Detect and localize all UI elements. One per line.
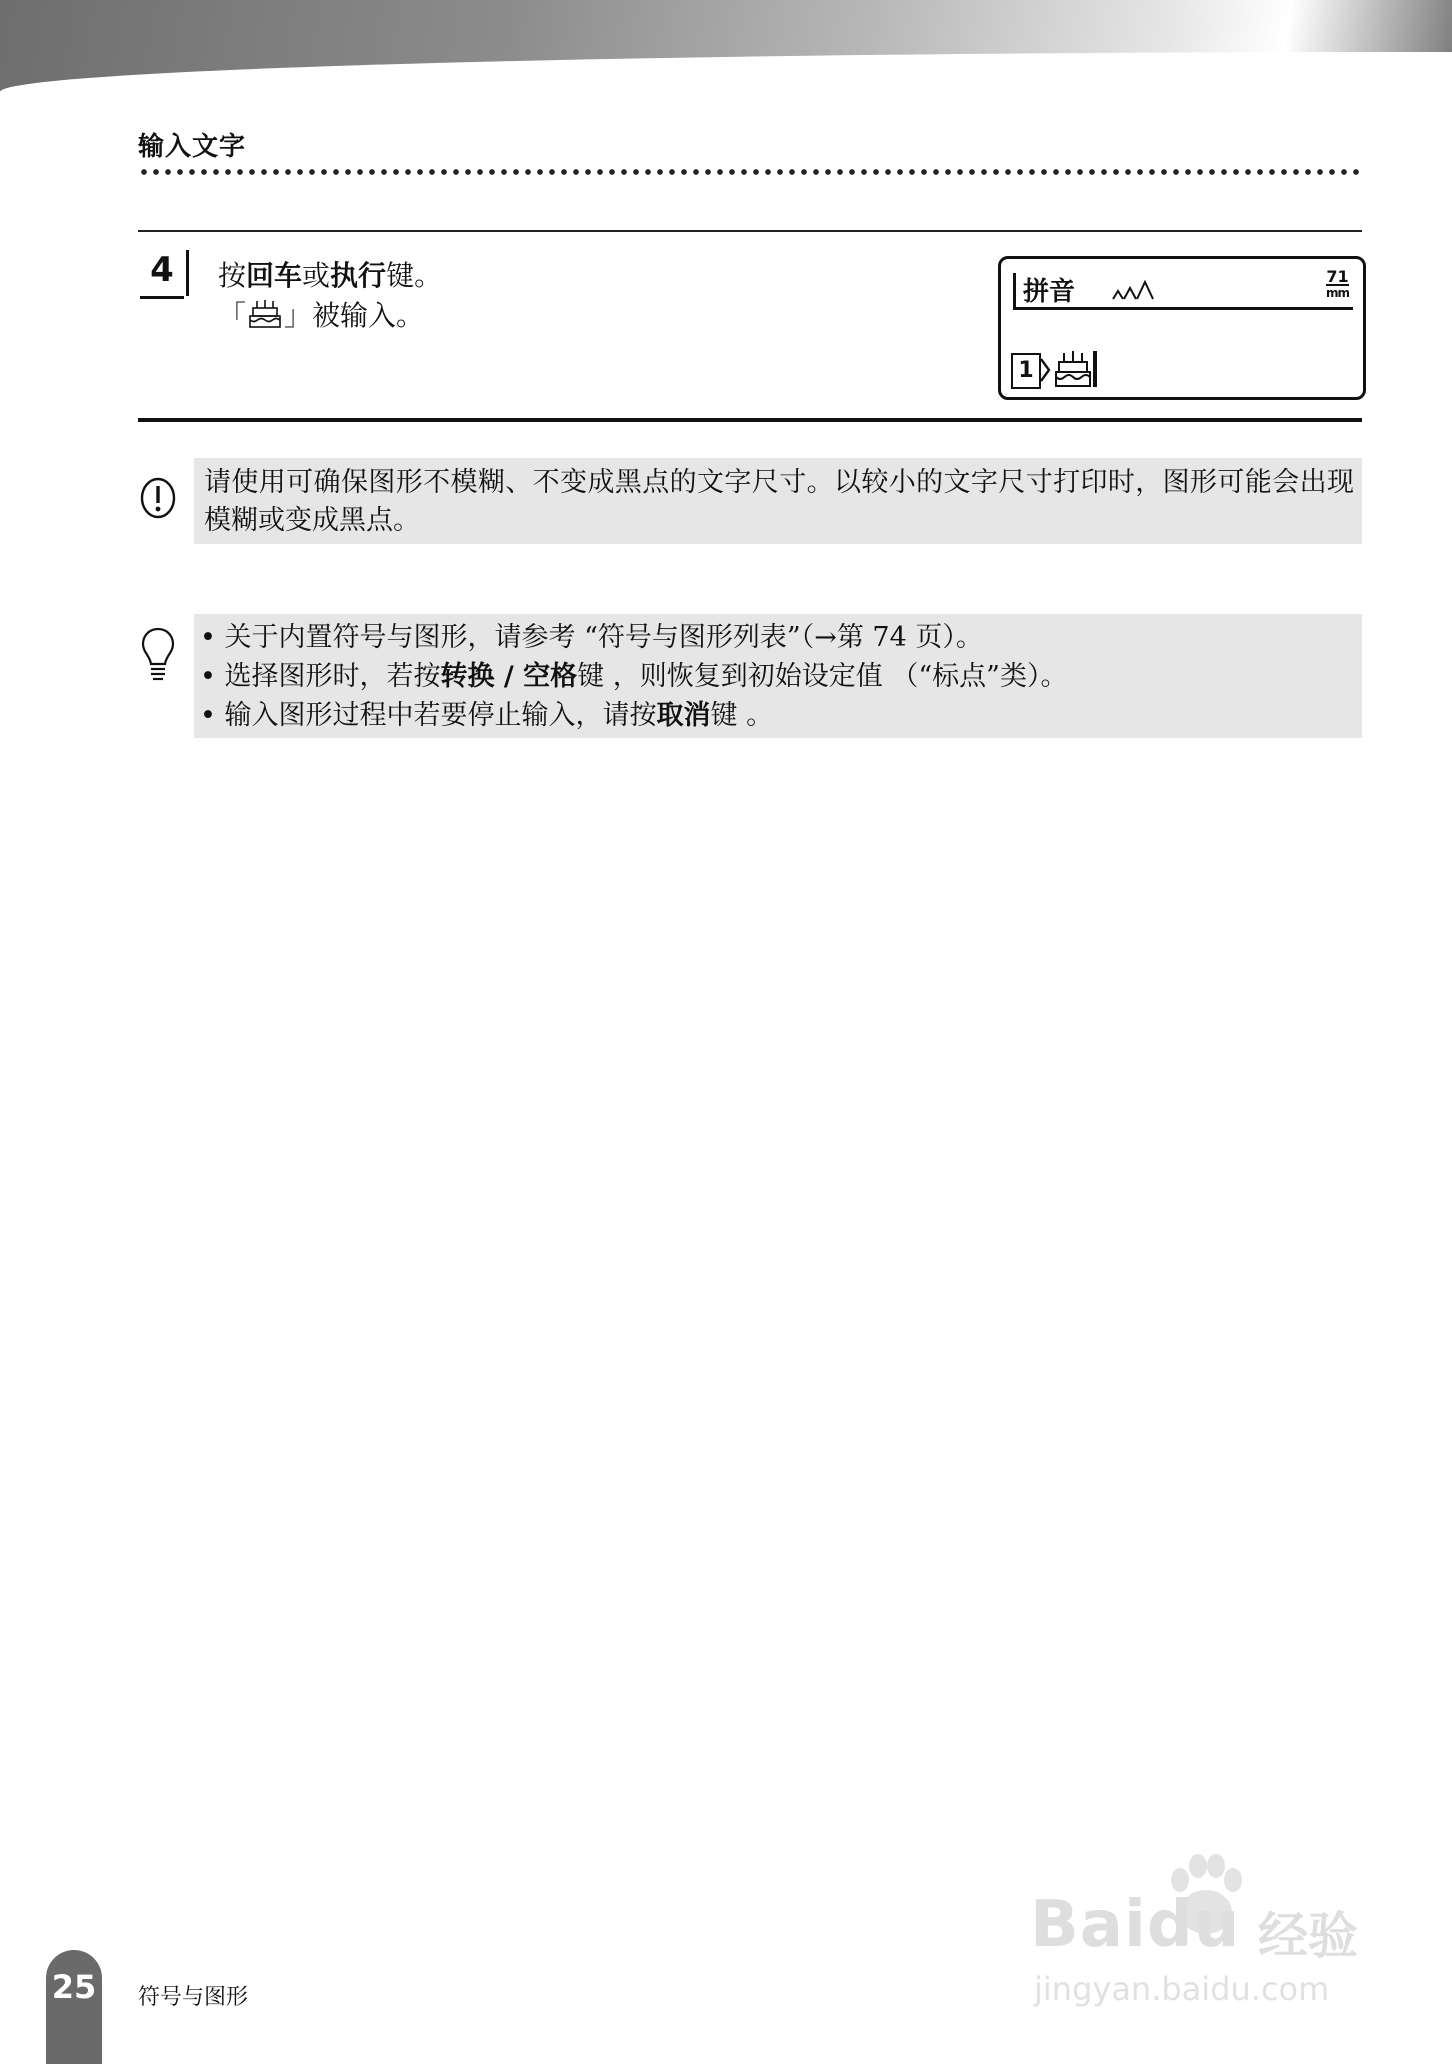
tip-box — [194, 614, 1362, 738]
watermark-brand-suffix: du — [1146, 1888, 1241, 1962]
watermark-brand-prefix: Bai — [1030, 1888, 1147, 1962]
header-band — [0, 0, 1452, 94]
note-text: 请使用可确保图形不模糊、不变成黑点的文字尺寸。以较小的文字尺寸打印时，图形可能会出现模糊或变成黑点。 — [204, 467, 1354, 536]
convert-space-key-label: 转换 / 空格 — [440, 661, 578, 692]
step-text-1: 按 — [218, 259, 247, 292]
tip-list — [200, 618, 1067, 735]
step-bar — [186, 250, 189, 296]
birthday-cake-icon — [1053, 349, 1093, 389]
section-title: 输入文字 — [138, 132, 247, 162]
cancel-key-label: 取消 — [656, 700, 711, 731]
page-number: 25 — [51, 1968, 97, 2006]
enter-key-label: 回车 — [246, 259, 303, 292]
tip-item — [200, 696, 1067, 735]
step-text-2: 或 — [302, 259, 331, 292]
step-instruction — [218, 254, 442, 294]
chevron-right-icon — [1039, 355, 1051, 385]
bottom-rule — [138, 418, 1362, 422]
note-box — [194, 458, 1362, 544]
watermark-url: jingyan.baidu.com — [1034, 1970, 1330, 2008]
step-number: 4 — [140, 248, 184, 299]
text-cursor — [1093, 351, 1097, 387]
text-size-icon — [1111, 279, 1157, 301]
birthday-cake-icon — [248, 298, 282, 330]
watermark-brand — [1030, 1888, 1240, 1962]
lcd-tick — [1013, 273, 1016, 307]
lcd-mode-label: 拼音 — [1023, 277, 1076, 307]
tip-text: • 选择图形时，若按 — [200, 661, 441, 692]
bracket-open: 「 — [218, 299, 247, 332]
tip-text: • 输入图形过程中若要停止输入，请按 — [200, 700, 657, 731]
lcd-line-number: 1 — [1011, 353, 1041, 389]
tape-length-unit: mm — [1325, 286, 1349, 300]
step-text-3: 键。 — [386, 259, 443, 292]
watermark-cn: 经验 — [1258, 1907, 1358, 1965]
dotted-divider — [138, 168, 1362, 176]
tip-item: • 关于内置符号与图形，请参考 “符号与图形列表”（→第 74 页）。 — [200, 622, 983, 653]
watermark — [1030, 1840, 1370, 2020]
lcd-status-bar — [1013, 267, 1353, 310]
execute-key-label: 执行 — [330, 259, 387, 292]
tip-text: 键 ，则恢复到初始设定值 （“标点”类）。 — [577, 661, 1068, 692]
lcd-display — [998, 256, 1366, 400]
tip-item — [200, 657, 1067, 696]
tip-text: 键 。 — [710, 700, 774, 731]
top-rule — [138, 230, 1362, 232]
step-result — [218, 294, 424, 334]
lightbulb-icon — [140, 626, 176, 684]
header-sweep — [0, 52, 1452, 94]
exclamation-icon — [138, 476, 178, 526]
tape-length-value: 71 — [1326, 267, 1349, 286]
tape-length — [1326, 269, 1349, 301]
chapter-label: 符号与图形 — [138, 1985, 249, 2010]
step-result-text: 」被输入。 — [284, 299, 425, 332]
